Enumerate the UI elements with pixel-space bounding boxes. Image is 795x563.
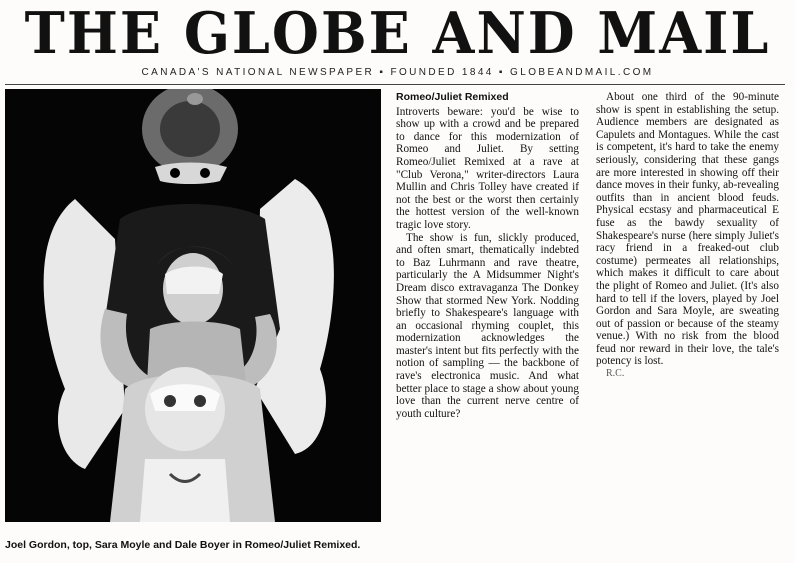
paragraph: The show is fun, slickly produced, and often smart, thematically indebted to Baz Luhrmann and rave theatre, particularly the A Midsummer Night's Dream disco extravaganza The Donkey Show that stormed New York. Nodding briefly to Shakespeare's language with an occasional rhyming couplet, this modernization acknowledges the master's intent but fits perfectly with the notion of sampling — the backbone of rave's electronica music. And what better place to stage a show about young love than the current nerve centre of youth culture? <box>396 231 579 420</box>
article-column-2 <box>596 91 779 381</box>
article-photo <box>5 89 381 522</box>
article-headline: Romeo/Juliet Remixed <box>396 91 509 103</box>
photo-illustration <box>5 89 381 522</box>
masthead-rule <box>5 84 785 85</box>
masthead-tagline: CANADA'S NATIONAL NEWSPAPER ▪ FOUNDED 1844 ▪ GLOBEANDMAIL.COM <box>141 67 654 78</box>
paragraph: About one third of the 90-minute show is spent in establishing the setup. Audience members are designated as Capulets and Montagues. While the cast is competent, it's hard to take the enemy seriously, considering that these gangs are more interested in showing off their dance moves in their funky, ab-revealing outfits than in ancient blood feuds. Physical ecstasy and pharmaceutical E fuse as the bawdy sexuality of Shakespeare's nurse (here simply Juliet's racy friend in a freaked-out club costume) permeates all relationships, which makes it difficult to care about the plight of Romeo and Juliet. (It's also hard to tell if the lovers, played by Joel Gordon and Sara Moyle, are sweating out of passion or because of the steamy venue.) With no risk from the blood feud nor reward in their love, the tale's potency is lost. <box>596 91 779 368</box>
article-column-1 <box>396 91 579 420</box>
masthead-title: THE GLOBE AND MAIL <box>24 0 771 67</box>
paragraph: Introverts beware: you'd be wise to show up with a crowd and be prepared to dance for this modernization of Romeo and Juliet. By setting Romeo/Juliet Remixed at a rave at "Club Verona," writer-directors Laura Mullin and Chris Tolley have created if not the best or the worst then certainly the hottest version of the well-known tragic love story. <box>396 105 579 231</box>
article-byline: R.C. <box>606 368 625 380</box>
photo-caption: Joel Gordon, top, Sara Moyle and Dale Boyer in Romeo/Juliet Remixed. <box>5 539 361 551</box>
